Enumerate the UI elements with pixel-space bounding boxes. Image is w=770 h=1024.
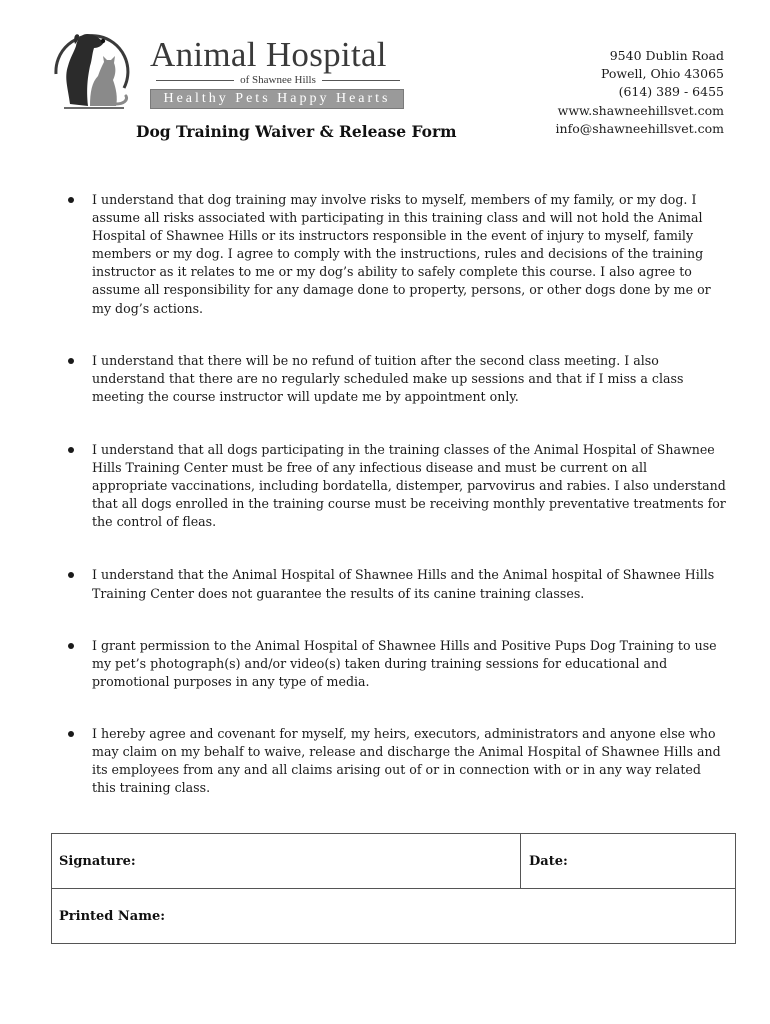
signature-field[interactable] bbox=[52, 834, 521, 888]
hospital-location: of Shawnee Hills bbox=[240, 74, 316, 86]
address-line-2: Powell, Ohio 43065 bbox=[600, 66, 724, 82]
signature-table bbox=[51, 833, 736, 944]
printed-name-label: Printed Name: bbox=[59, 909, 166, 924]
website-link[interactable]: www.shawneehillsvet.com bbox=[557, 102, 724, 118]
subtitle-rule-right bbox=[322, 80, 400, 81]
dog-and-cat-icon bbox=[46, 26, 132, 112]
contact-block bbox=[556, 47, 724, 138]
waiver-clause-health: I understand that all dogs participating in the training classes of the Animal Hospital of Shawnee Hills Training Center must be free of any infectious disease and must be current on all appropriate vaccinations, including bordatella, distemper, parvovirus and rabies. I also understand that all dogs enrolled in the training course must be receiving monthly preventative treatments for the control of fleas. bbox=[58, 441, 726, 531]
hospital-tagline: Healthy Pets Happy Hearts bbox=[150, 89, 404, 109]
waiver-clause-risk: I understand that dog training may involve risks to myself, members of my family, or my dog. I assume all risks associated with participating in this training class and will not hold the Animal Hospital of Shawnee Hills or its instructors responsible in the event of injury to myself, family members or my dog. I agree to comply with the instructions, rules and decisions of the training instructor as it relates to me or my dog’s ability to safely complete this course. I also agree to assume all responsibility for any damage done to property, persons, or other dogs done by me or my dog’s actions. bbox=[58, 191, 726, 318]
email-link[interactable]: info@shawneehillsvet.com bbox=[555, 120, 724, 136]
waiver-clause-media: I grant permission to the Animal Hospital of Shawnee Hills and Positive Pups Dog Training to use my pet’s photograph(s) and/or video(s) taken during training sessions for educational and promotional purposes in any type of media. bbox=[58, 637, 726, 691]
waiver-clause-release: I hereby agree and covenant for myself, my heirs, executors, administrators and anyone else who may claim on my behalf to waive, release and discharge the Animal Hospital of Shawnee Hills and its employees from any and all claims arising out of or in connection with or in any way related this training class. bbox=[58, 725, 726, 797]
printed-name-field[interactable] bbox=[52, 889, 735, 943]
waiver-clause-refund: I understand that there will be no refund of tuition after the second class meeting. I also understand that there are no regularly scheduled make up sessions and that if I miss a class meeting the course instructor will update me by appointment only. bbox=[58, 352, 726, 406]
hospital-subtitle bbox=[150, 73, 406, 87]
waiver-clauses bbox=[58, 188, 726, 797]
form-title: Dog Training Waiver & Release Form bbox=[136, 122, 457, 141]
hospital-name: Animal Hospital bbox=[150, 35, 387, 74]
signature-row bbox=[52, 834, 735, 889]
phone-number: (614) 389 - 6455 bbox=[618, 84, 724, 100]
address-line-1: 9540 Dublin Road bbox=[609, 48, 724, 63]
waiver-clause-guarantee: I understand that the Animal Hospital of Shawnee Hills and the Animal hospital of Shawnee Hills Training Center does not guarantee the results of its canine training classes. bbox=[58, 566, 726, 602]
date-field[interactable] bbox=[521, 834, 735, 888]
subtitle-rule-left bbox=[156, 80, 234, 81]
date-label: Date: bbox=[529, 854, 568, 869]
signature-label: Signature: bbox=[59, 854, 136, 869]
